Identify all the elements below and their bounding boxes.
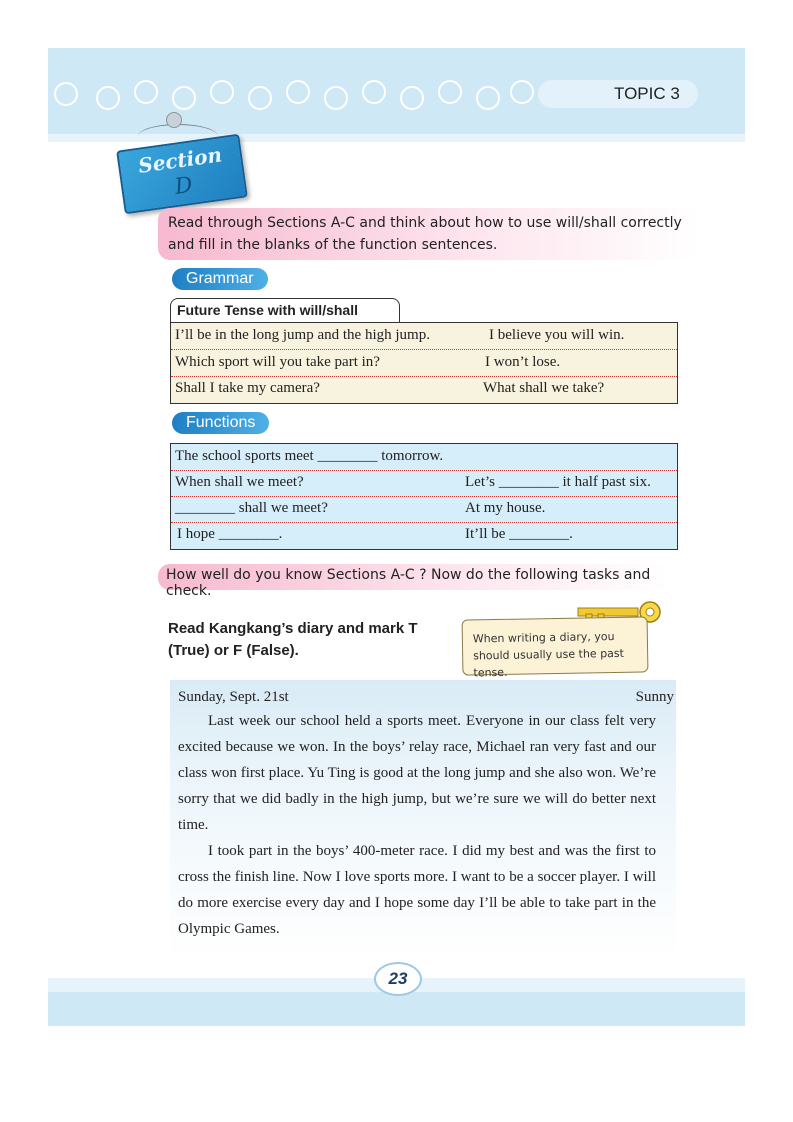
function-cell: Let’s ________ it half past six.	[465, 474, 651, 490]
grammar-cell: I won’t lose.	[485, 354, 561, 370]
table-row	[171, 376, 677, 402]
function-cell: ________ shall we meet?	[175, 500, 328, 516]
table-row	[171, 350, 677, 377]
section-sign	[116, 134, 248, 215]
table-row	[171, 470, 677, 497]
table-row	[171, 496, 677, 523]
diary-box	[170, 680, 676, 960]
table-row	[171, 444, 677, 471]
diary-weather: Sunny	[635, 689, 674, 705]
grammar-cell: I’ll be in the long jump and the high jump.	[175, 327, 430, 343]
diary-paragraph: I took part in the boys’ 400-meter race. I did my best and was the first to cross the finish line. Now I love sports more. I want to be a soccer player. I will do more exercise every day and I hope some day I’ll be able to take part in the Olympic Games.	[178, 843, 656, 937]
grammar-cell: What shall we take?	[483, 380, 605, 396]
sign-pin-icon	[166, 112, 182, 128]
topic-label: TOPIC 3	[614, 84, 680, 103]
functions-table	[170, 443, 678, 550]
check-banner: How well do you know Sections A-C ? Now do the following tasks and check.	[158, 564, 668, 590]
grammar-cell: Which sport will you take part in?	[175, 354, 380, 370]
diary-paragraph: Last week our school held a sports meet. Everyone in our class felt very excited because we won. In the boys’ relay race, Michael ran very fast and our class won first place. Yu Ting is good at the long jump and she also won. We’re sorry that we did badly in the high jump, but we’re sure we will do better next time.	[178, 713, 656, 833]
task-instruction: Read Kangkang’s diary and mark T (True) or F (False).	[168, 620, 418, 659]
table-row	[171, 522, 677, 548]
textbook-page	[48, 48, 745, 1026]
function-cell: The school sports meet ________ tomorrow.	[175, 448, 444, 464]
table-row	[171, 323, 677, 350]
diary-date: Sunday, Sept. 21st	[178, 689, 289, 705]
header-circles-decoration	[48, 76, 538, 110]
section-sign-letter: D	[173, 172, 195, 200]
grammar-cell: I believe you will win.	[489, 327, 625, 343]
function-cell: It’ll be ________.	[465, 526, 573, 542]
grammar-table	[170, 322, 678, 404]
diary-tip-note: When writing a diary, you should usually use the past tense.	[462, 616, 649, 675]
function-cell: When shall we meet?	[175, 474, 304, 490]
functions-tag: Functions	[172, 412, 269, 434]
grammar-cell: Shall I take my camera?	[175, 380, 320, 396]
grammar-title: Future Tense with will/shall	[170, 298, 400, 322]
intro-banner: Read through Sections A-C and think about how to use will/shall correctly and fill in the blanks of the function sentences.	[158, 208, 698, 260]
section-sign-word: Section	[136, 142, 224, 178]
function-cell: At my house.	[465, 500, 546, 516]
page-number: 23	[374, 962, 422, 996]
grammar-tag: Grammar	[172, 268, 268, 290]
function-cell: I hope ________.	[177, 526, 283, 542]
